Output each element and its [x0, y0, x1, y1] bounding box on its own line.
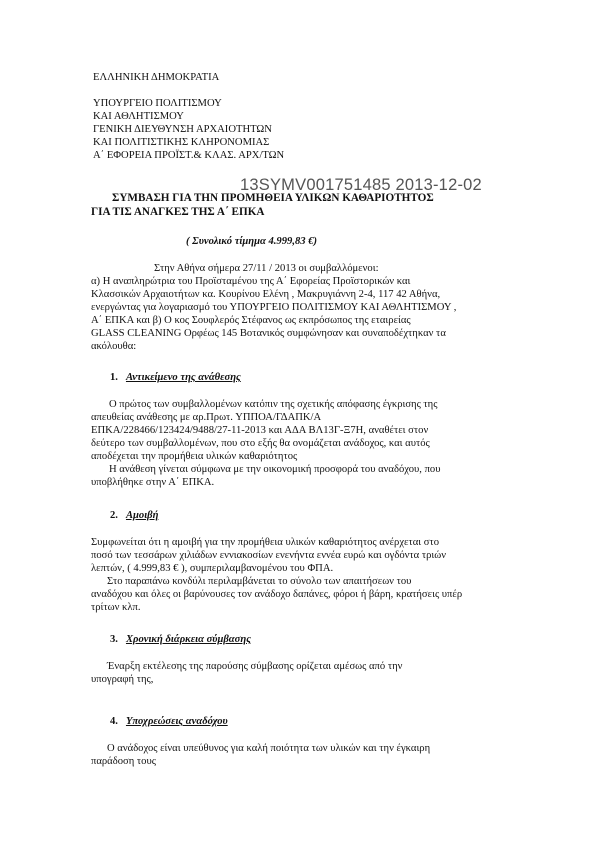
section-line: αναδόχου και όλες οι βαρύνουσες τον ανάδοχο δαπάνες, φόροι ή βάρη, κρατήσεις υπέρ: [91, 589, 463, 600]
contract-title-line2: ΓΙΑ ΤΙΣ ΑΝΑΓΚΕΣ ΤΗΣ Α΄ ΕΠΚΑ: [91, 206, 265, 218]
section-line: αποδέχεται την προμήθεια υλικών καθαριότητος: [91, 451, 298, 462]
intro-line: GLASS CLEANING Ορφέως 145 Βοτανικός συμφώνησαν και συναποδέχτηκαν τα: [91, 328, 446, 339]
section-line: υπογραφή της,: [91, 674, 154, 685]
header-country: ΕΛΛΗΝΙΚΗ ΔΗΜΟΚΡΑΤΙΑ: [93, 72, 220, 83]
intro-line: Κλασσικών Αρχαιοτήτων κα. Κουρίνου Ελένη , Μακρυγιάννη 2-4, 117 42 Αθήνα,: [91, 289, 441, 300]
section-line: τρίτων κλπ.: [91, 602, 141, 613]
section-title: Αμοιβή: [125, 510, 159, 521]
section-line: ΕΠΚΑ/228466/123424/9488/27-11-2013 και ΑΔΑ ΒΛ13Γ-Ξ7Η, αναθέτει στον: [91, 425, 429, 436]
section-heading: [110, 509, 158, 522]
intro-line: Στην Αθήνα σήμερα 27/11 / 2013 οι συμβαλλόμενοι:: [154, 263, 379, 274]
section-line: Συμφωνείται ότι η αμοιβή για την προμήθεια υλικών καθαριότητος ανέρχεται στο: [91, 537, 440, 548]
section-title: Χρονική διάρκεια σύμβασης: [125, 634, 251, 645]
header-ephorate: Α΄ ΕΦΟΡΕΙΑ ΠΡΟΪΣΤ.& ΚΛΑΣ. ΑΡΧ/ΤΩΝ: [93, 150, 285, 161]
intro-line: ενεργώντας για λογαριασμό του ΥΠΟΥΡΓΕΙΟ ΠΟΛΙΤΙΣΜΟΥ ΚΑΙ ΑΘΛΗΤΙΣΜΟΥ ,: [91, 302, 457, 313]
contract-title-line1: ΣΥΜΒΑΣΗ ΓΙΑ ΤΗΝ ΠΡΟΜΗΘΕΙΑ ΥΛΙΚΩΝ ΚΑΘΑΡΙΟΤΗΤΟΣ: [112, 192, 434, 204]
section-line: λεπτών, ( 4.999,83 € ), συμπεριλαμβανομένου του ΦΠΑ.: [91, 563, 334, 574]
section-line: Έναρξη εκτέλεσης της παρούσης σύμβασης ορίζεται αμέσως από την: [107, 661, 403, 672]
intro-line: α) Η αναπληρώτρια του Προϊσταμένου της Α΄ Εφορείας Προϊστορικών και: [91, 276, 411, 287]
header-directorate-line2: ΚΑΙ ΠΟΛΙΤΙΣΤΙΚΗΣ ΚΛΗΡΟΝΟΜΙΑΣ: [93, 137, 270, 148]
section-line: παράδοση τους: [91, 756, 156, 767]
section-line: ποσό των τεσσάρων χιλιάδων εννιακοσίων ενενήντα εννέα ευρώ και ογδόντα τριών: [91, 550, 447, 561]
section-line: Η ανάθεση γίνεται σύμφωνα με την οικονομική προσφορά του αναδόχου, που: [109, 464, 441, 475]
section-heading: [110, 371, 241, 384]
section-line: υποβλήθηκε στην Α΄ ΕΠΚΑ.: [91, 477, 215, 488]
section-number: 2.: [110, 510, 118, 521]
section-line: Ο ανάδοχος είναι υπεύθυνος για καλή ποιότητα των υλικών και την έγκαιρη: [107, 743, 431, 754]
section-number: 4.: [110, 716, 118, 727]
header-ministry-line1: ΥΠΟΥΡΓΕΙΟ ΠΟΛΙΤΙΣΜΟΥ: [93, 98, 222, 109]
registry-stamp: 13SYMV001751485 2013-12-02: [240, 176, 482, 194]
header-ministry-line2: ΚΑΙ ΑΘΛΗΤΙΣΜΟΥ: [93, 111, 184, 122]
section-line: δεύτερο των συμβαλλομένων, που στο εξής θα ονομάζεται ανάδοχος, και αυτός: [91, 438, 430, 449]
section-heading: [110, 633, 251, 646]
intro-line: Α΄ ΕΠΚΑ και β) Ο κος Σουφλερός Στέφανος ως εκπρόσωπος της εταιρείας: [91, 315, 411, 326]
section-line: Στο παραπάνω κονδύλι περιλαμβάνεται το σύνολο των απαιτήσεων του: [107, 576, 412, 587]
section-heading: [110, 715, 228, 728]
section-number: 1.: [110, 372, 118, 383]
section-line: απευθείας ανάθεσης με αρ.Πρωτ. ΥΠΠΟΑ/ΓΔΑΠΚ/Α: [91, 412, 322, 423]
section-line: Ο πρώτος των συμβαλλομένων κατόπιν της σχετικής απόφασης έγκρισης της: [109, 399, 438, 410]
section-title: Υποχρεώσεις αναδόχου: [125, 716, 228, 727]
section-number: 3.: [110, 634, 118, 645]
section-title: Αντικείμενο της ανάθεσης: [125, 372, 241, 383]
header-directorate-line1: ΓΕΝΙΚΗ ΔΙΕΥΘΥΝΣΗ ΑΡΧΑΙΟΤΗΤΩΝ: [93, 124, 272, 135]
intro-line: ακόλουθα:: [91, 341, 137, 352]
contract-total: ( Συνολικό τίμημα 4.999,83 €): [186, 236, 318, 247]
